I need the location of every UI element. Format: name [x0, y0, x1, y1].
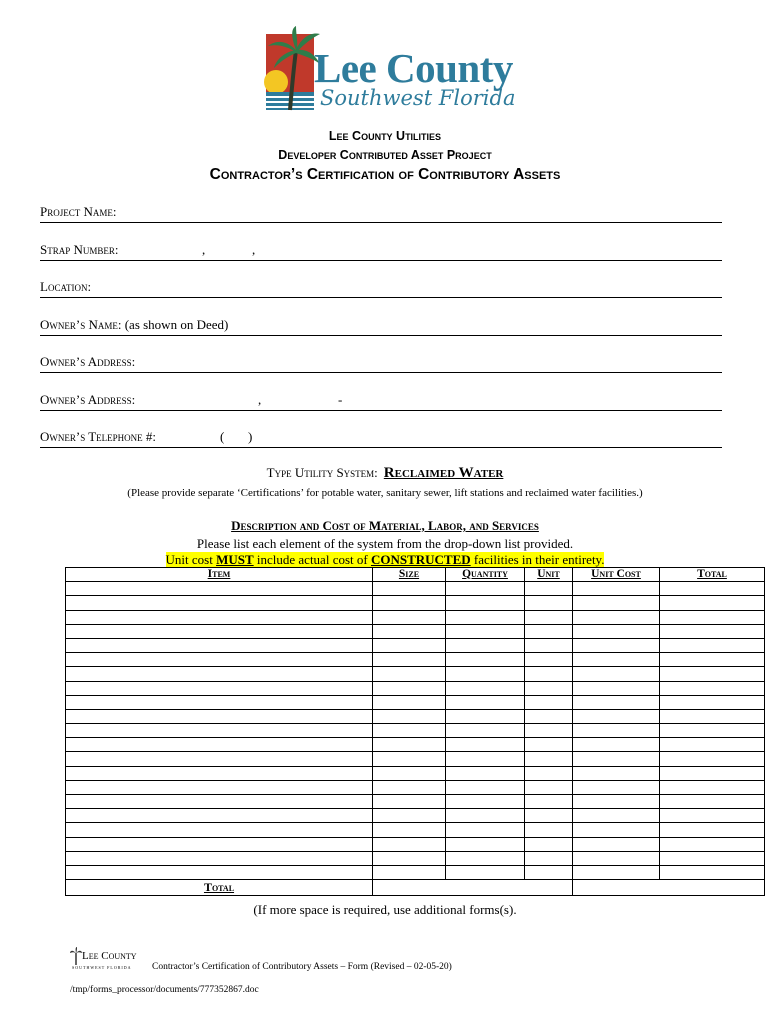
utility-type-value[interactable]: Reclaimed Water: [383, 465, 504, 481]
project-name-label: Project Name:: [40, 204, 117, 219]
description-instruction: Please list each element of the system from the drop-down list provided.: [196, 536, 574, 551]
table-cell[interactable]: [446, 596, 525, 610]
warning-text: include actual cost of: [253, 552, 371, 567]
table-cell[interactable]: [573, 596, 660, 610]
table-cell[interactable]: [573, 681, 660, 695]
table-cell[interactable]: [446, 795, 525, 809]
table-cell[interactable]: [66, 837, 373, 851]
table-row: [66, 837, 765, 851]
table-row: [66, 865, 765, 879]
table-cell[interactable]: [525, 653, 573, 667]
footer-palm-icon: [70, 947, 82, 965]
address-separator: -: [338, 392, 343, 407]
table-row: [66, 582, 765, 596]
table-cell[interactable]: [66, 610, 373, 624]
column-header-quantity: Quantity: [446, 568, 525, 582]
table-row: [66, 638, 765, 652]
table-cell[interactable]: [66, 653, 373, 667]
table-cell[interactable]: [446, 624, 525, 638]
table-cell[interactable]: [573, 766, 660, 780]
table-cell[interactable]: [66, 681, 373, 695]
table-cell[interactable]: [446, 709, 525, 723]
table-cell[interactable]: [660, 865, 765, 879]
table-cell[interactable]: [573, 724, 660, 738]
project-name-field[interactable]: [40, 202, 722, 223]
owner-name-label-text: Owner’s Name:: [40, 317, 122, 332]
strap-number-label: Strap Number:: [40, 242, 119, 257]
table-cell[interactable]: [573, 809, 660, 823]
table-row: [66, 653, 765, 667]
table-cell[interactable]: [573, 709, 660, 723]
table-cell[interactable]: [660, 695, 765, 709]
warning-constructed: CONSTRUCTED: [370, 552, 471, 567]
table-cell[interactable]: [660, 766, 765, 780]
table-cell[interactable]: [573, 695, 660, 709]
table-cell[interactable]: [573, 667, 660, 681]
table-cell[interactable]: [446, 865, 525, 879]
table-cell[interactable]: [66, 823, 373, 837]
table-cell[interactable]: [66, 709, 373, 723]
table-cell[interactable]: [573, 624, 660, 638]
column-header-unit: Unit: [525, 568, 573, 582]
table-cell[interactable]: [525, 780, 573, 794]
table-row: [66, 596, 765, 610]
table-header-row: [66, 568, 765, 582]
total-label: Total: [66, 880, 373, 896]
table-cell[interactable]: [446, 681, 525, 695]
table-row: [66, 667, 765, 681]
table-cell[interactable]: [573, 610, 660, 624]
table-cell[interactable]: [573, 582, 660, 596]
table-cell[interactable]: [660, 724, 765, 738]
table-row: [66, 823, 765, 837]
table-cell[interactable]: [525, 610, 573, 624]
unit-cost-warning: [0, 552, 770, 568]
table-cell[interactable]: [525, 851, 573, 865]
table-cell[interactable]: [373, 809, 446, 823]
table-cell[interactable]: [446, 582, 525, 596]
table-cell[interactable]: [525, 638, 573, 652]
table-cell[interactable]: [660, 709, 765, 723]
table-cell[interactable]: [660, 653, 765, 667]
lee-county-logo: [262, 26, 516, 118]
owner-address-label: Owner’s Address:: [40, 392, 136, 407]
table-cell[interactable]: [446, 766, 525, 780]
table-cell[interactable]: [525, 695, 573, 709]
owner-telephone-field[interactable]: [40, 427, 722, 448]
unit-cost-highlight: [166, 552, 605, 567]
table-cell[interactable]: [660, 610, 765, 624]
table-cell[interactable]: [525, 809, 573, 823]
table-cell[interactable]: [446, 780, 525, 794]
table-cell[interactable]: [373, 610, 446, 624]
heading-utilities: Lee County Utilities: [328, 129, 442, 143]
cost-table: [65, 567, 765, 896]
table-cell[interactable]: [66, 809, 373, 823]
owner-address-city-field[interactable]: [40, 390, 722, 411]
table-cell[interactable]: [373, 780, 446, 794]
table-total-row: [66, 880, 765, 896]
phone-paren-open: (: [220, 429, 225, 444]
table-cell[interactable]: [373, 766, 446, 780]
table-cell[interactable]: [446, 809, 525, 823]
table-row: [66, 809, 765, 823]
table-cell[interactable]: [66, 752, 373, 766]
table-row: [66, 780, 765, 794]
table-cell[interactable]: [446, 851, 525, 865]
table-cell[interactable]: [446, 724, 525, 738]
table-cell[interactable]: [660, 809, 765, 823]
table-cell[interactable]: [373, 709, 446, 723]
table-cell[interactable]: [573, 837, 660, 851]
table-cell[interactable]: [446, 752, 525, 766]
owner-name-note: (as shown on Deed): [124, 317, 229, 332]
warning-must: MUST: [216, 552, 254, 567]
table-cell[interactable]: [373, 638, 446, 652]
table-row: [66, 752, 765, 766]
strap-separator: ,: [202, 242, 206, 257]
table-row: [66, 795, 765, 809]
table-cell[interactable]: [373, 865, 446, 879]
table-cell[interactable]: [66, 851, 373, 865]
certification-note: (Please provide separate ‘Certifications’ for potable water, sanitary sewer, lift stations and reclaimed water facilities.): [127, 487, 643, 499]
strap-number-field[interactable]: [40, 240, 722, 261]
table-cell[interactable]: [573, 823, 660, 837]
table-cell[interactable]: [525, 766, 573, 780]
table-cell[interactable]: [525, 795, 573, 809]
table-cell[interactable]: [660, 780, 765, 794]
table-cell[interactable]: [525, 667, 573, 681]
table-cell[interactable]: [66, 795, 373, 809]
table-cell[interactable]: [373, 582, 446, 596]
strap-separator: ,: [252, 242, 256, 257]
table-cell[interactable]: [66, 596, 373, 610]
table-row: [66, 610, 765, 624]
table-cell[interactable]: [525, 582, 573, 596]
table-cell[interactable]: [446, 837, 525, 851]
table-row: [66, 738, 765, 752]
footer-form-revision: Contractor’s Certification of Contributory Assets – Form (Revised – 02-05-20): [152, 962, 452, 972]
table-cell[interactable]: [373, 695, 446, 709]
table-cell[interactable]: [660, 582, 765, 596]
table-cell[interactable]: [525, 752, 573, 766]
table-cell[interactable]: [373, 752, 446, 766]
owner-telephone-label: Owner’s Telephone #:: [40, 429, 157, 444]
table-cell[interactable]: [660, 795, 765, 809]
more-space-note: (If more space is required, use additional forms(s).: [253, 902, 517, 917]
footer-logo-name: Lee County: [82, 950, 137, 962]
owner-address-field[interactable]: [40, 352, 722, 373]
owner-address-label: Owner’s Address:: [40, 354, 136, 369]
table-row: [66, 624, 765, 638]
table-cell[interactable]: [525, 823, 573, 837]
table-cell[interactable]: [66, 695, 373, 709]
table-cell[interactable]: [573, 795, 660, 809]
table-cell[interactable]: [573, 865, 660, 879]
table-cell[interactable]: [66, 582, 373, 596]
column-header-size: Size: [373, 568, 446, 582]
table-cell[interactable]: [525, 837, 573, 851]
table-cell[interactable]: [66, 780, 373, 794]
table-cell[interactable]: [525, 865, 573, 879]
table-cell[interactable]: [373, 738, 446, 752]
table-cell[interactable]: [446, 667, 525, 681]
table-cell[interactable]: [446, 738, 525, 752]
table-cell[interactable]: [66, 624, 373, 638]
table-cell[interactable]: [446, 695, 525, 709]
table-cell[interactable]: [446, 653, 525, 667]
table-cell[interactable]: [66, 667, 373, 681]
utility-type-line: [0, 465, 770, 482]
footer-logo-sub: SOUTHWEST FLORIDA: [72, 965, 132, 970]
table-cell[interactable]: [373, 823, 446, 837]
column-header-unit-cost: Unit Cost: [573, 568, 660, 582]
table-cell[interactable]: [573, 653, 660, 667]
table-row: [66, 681, 765, 695]
table-cell[interactable]: [446, 610, 525, 624]
description-title: Description and Cost of Material, Labor, and Services: [231, 518, 539, 533]
location-label: Location:: [40, 279, 92, 294]
table-cell[interactable]: [66, 865, 373, 879]
table-cell[interactable]: [660, 752, 765, 766]
grand-total-cell[interactable]: [573, 880, 765, 896]
table-cell[interactable]: [525, 709, 573, 723]
footer-logo: [70, 945, 150, 973]
table-cell[interactable]: [446, 638, 525, 652]
table-row: [66, 695, 765, 709]
table-cell[interactable]: [66, 766, 373, 780]
table-cell[interactable]: [660, 823, 765, 837]
table-cell[interactable]: [66, 724, 373, 738]
table-cell[interactable]: [66, 738, 373, 752]
table-cell[interactable]: [660, 624, 765, 638]
table-cell[interactable]: [573, 851, 660, 865]
table-cell[interactable]: [660, 638, 765, 652]
total-blank-cell: [373, 880, 573, 896]
table-cell[interactable]: [373, 837, 446, 851]
table-cell[interactable]: [373, 681, 446, 695]
table-cell[interactable]: [525, 724, 573, 738]
palm-tree-icon: [262, 26, 322, 118]
logo-tagline: Southwest Florida: [320, 86, 516, 110]
table-row: [66, 766, 765, 780]
table-cell[interactable]: [660, 738, 765, 752]
table-cell[interactable]: [525, 624, 573, 638]
warning-text: facilities in their entirety.: [470, 552, 605, 567]
table-cell[interactable]: [525, 596, 573, 610]
table-cell[interactable]: [373, 851, 446, 865]
table-row: [66, 709, 765, 723]
table-cell[interactable]: [660, 837, 765, 851]
table-cell[interactable]: [525, 681, 573, 695]
table-cell[interactable]: [373, 653, 446, 667]
table-cell[interactable]: [573, 738, 660, 752]
column-header-total: Total: [660, 568, 765, 582]
table-row: [66, 851, 765, 865]
heading-project: Developer Contributed Asset Project: [278, 148, 492, 162]
table-cell[interactable]: [373, 596, 446, 610]
table-cell[interactable]: [525, 738, 573, 752]
utility-type-label: Type Utility System:: [266, 465, 378, 480]
document-path: /tmp/forms_processor/documents/777352867.doc: [70, 985, 259, 995]
address-separator: ,: [258, 392, 262, 407]
table-cell[interactable]: [660, 667, 765, 681]
table-cell[interactable]: [373, 795, 446, 809]
logo-title: Lee County: [314, 45, 513, 91]
table-cell[interactable]: [373, 667, 446, 681]
owner-name-label: [40, 317, 228, 333]
table-cell[interactable]: [660, 681, 765, 695]
table-cell[interactable]: [660, 851, 765, 865]
location-field[interactable]: [40, 277, 722, 298]
phone-paren-close: ): [248, 429, 253, 444]
page-title: Contractor’s Certification of Contributory Assets: [209, 166, 561, 183]
table-cell[interactable]: [573, 638, 660, 652]
table-cell[interactable]: [573, 752, 660, 766]
owner-name-field[interactable]: [40, 315, 722, 336]
column-header-item: Item: [66, 568, 373, 582]
table-cell[interactable]: [573, 780, 660, 794]
table-row: [66, 724, 765, 738]
table-cell[interactable]: [373, 624, 446, 638]
table-cell[interactable]: [373, 724, 446, 738]
table-cell[interactable]: [66, 638, 373, 652]
table-cell[interactable]: [660, 596, 765, 610]
table-cell[interactable]: [446, 823, 525, 837]
warning-text: Unit cost: [165, 552, 217, 567]
